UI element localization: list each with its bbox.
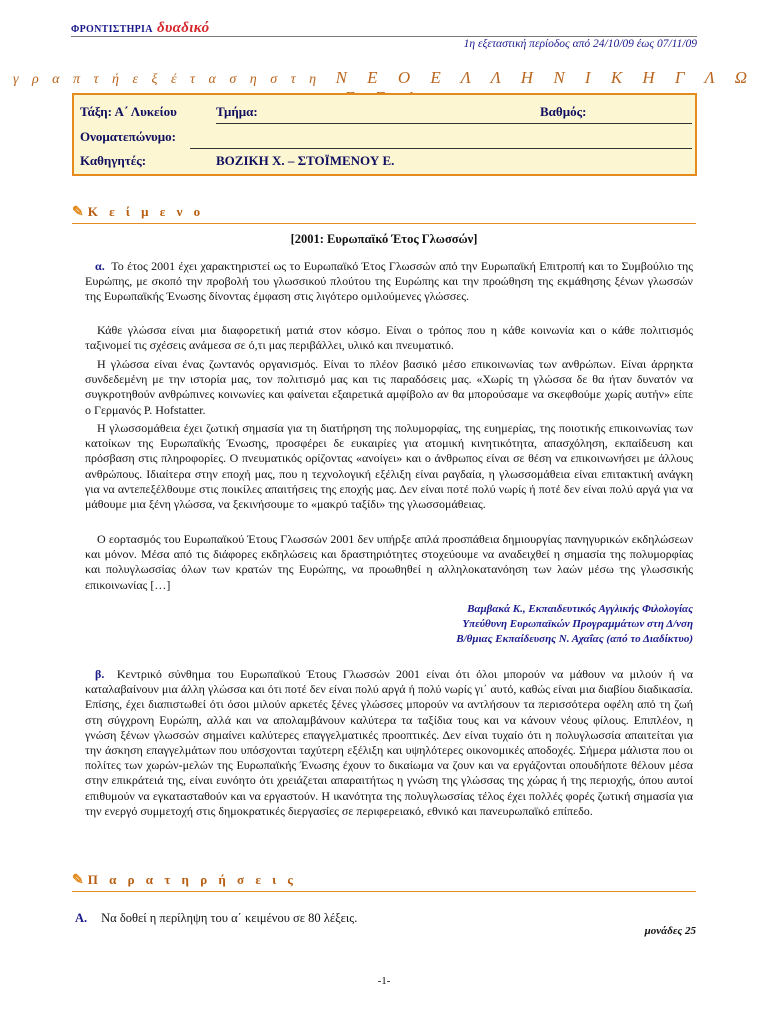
question-a-units: μονάδες 25 bbox=[644, 925, 696, 937]
remarks-section-heading bbox=[72, 872, 297, 889]
section-line bbox=[216, 123, 692, 124]
paragraph-b-text: Κεντρικό σύνθημα του Ευρωπαϊκού Έτους Γλωσσών 2001 είναι ότι όλοι μπορούν να μάθουν να μιλούν ή να καταλαβαίνουν μια άλλη γλώσσα και ότι ποτέ δεν είναι πολύ αργά ή πολύ νωρίς γι΄ αυτό, καθώς είναι μια διαβίου διαδικασία. Επίσης, έχει διαπιστωθεί ότι όσοι μιλούν αρκετές ξένες γλώσσες μπορούν να αντλήσουν τα περισσότερα οφέλη από τη ζωή στη σύγχρονη Ευρώπη, αλλά και να απολαμβάνουν καλύτερα τα ταξίδια τους και να κάνουν νέους φίλους. Επιπλέον, η γνώση ξένων γλωσσών σημαίνει καλύτερες επαγγελματικές προοπτικές. Δεν είναι τυχαίο ότι η πολυγλωσσία απαιτείται για την άσκηση επαγγελμάτων που υπόσχονται ταχύτερη εξέλιξη και υψηλότερες οικονομικές αποδοχές. Σήμερα μάλιστα που οι πολίτες των χωρών-μελών της Ευρωπαϊκής Ένωσης έχουν το δικαίωμα να ζουν και να εργάζονται οπουδήποτε θέλουν μέσα στην επικράτειά της, είναι ευνόητο ότι χρειάζεται απαραιτήτως η γνώση της γλώσσας της χώρας ή της περιοχής, όπου αυτοί επιθυμούν να εγκατασταθούν και να εργαστούν. Η ικανότητα της πολυγλωσσίας τέλος έχει πολλές φορές ζωτική σημασία για την ενεργό συμμετοχή στις δημοκρατικές διεργασίες σε περιφερειακό, εθνικό και πανευρωπαϊκό επίπεδο. bbox=[85, 667, 693, 818]
signature-line-1: Βαμβακά Κ., Εκπαιδευτικός Αγγλικής Φιλολογίας bbox=[467, 603, 693, 615]
signature-line-3: Β/θμιας Εκπαίδευσης Ν. Αχαΐας (από το Διαδίκτυο) bbox=[456, 633, 693, 645]
question-a-label: Α. bbox=[75, 911, 88, 925]
paragraph-a1 bbox=[85, 259, 693, 305]
signature-line-2: Υπεύθυνη Ευρωπαϊκών Προγραμμάτων στη Δ/νση bbox=[462, 618, 693, 630]
paragraph-b-marker: β. bbox=[95, 667, 105, 681]
brand-small-text: ΦΡΟΝΤΙΣΤΗΡΙΑ bbox=[71, 24, 153, 35]
pencil-icon: ✎ bbox=[72, 205, 84, 220]
text-section-rule bbox=[72, 223, 696, 224]
page-number: -1- bbox=[377, 975, 391, 987]
exam-title-prefix: γ ρ α π τ ή ε ξ έ τ α σ η σ τ η bbox=[12, 72, 322, 87]
brand-big-text: δυαδικό bbox=[157, 20, 210, 36]
name-line bbox=[190, 148, 692, 149]
pencil-icon: ✎ bbox=[72, 873, 84, 888]
name-label: Ονοματεπώνυμο: bbox=[80, 129, 176, 144]
question-a bbox=[75, 911, 357, 926]
signature-block bbox=[456, 602, 693, 647]
text-section-label: Κ ε ί μ ε ν ο bbox=[87, 204, 205, 219]
paragraph-b bbox=[85, 667, 693, 819]
paragraph-a4: Η γλωσσομάθεια έχει ζωτική σημασία για τη διατήρηση της πολυμορφίας, της ευημερίας, της ποιοτικής επικοινωνίας των κατοίκων της Ευρωπαϊκής Ένωσης, προσφέρει δε ευκαιρίες για ατομική κινητικότητα, απασχόληση, εκπαίδευση και πρόσβαση στις πληροφορίες. Ο πνευματικός ορίζοντας «ανοίγει» και ο άνθρωπος είναι σε θέση να επικοινωνήσει με άλλους ανθρώπους. Ιδιαίτερα στην εποχή μας, που η τεχνολογική εξέλιξη είναι ραγδαία, η γλωσσομάθεια είναι επιτακτική ανάγκη για να αντεπεξέλθουμε στις ποικίλες απαιτήσεις της εποχής μας. Δεν είναι ποτέ πολύ νωρίς ή ποτέ δεν είναι πολύ αργά για να μάθουμε μια ξένη γλώσσα, να ξεκινήσουμε το «μακρύ ταξίδι» της γλωσσομάθειας. bbox=[85, 421, 693, 512]
section-label: Τμήμα: bbox=[216, 104, 258, 119]
paragraph-a5: Ο εορτασμός του Ευρωπαϊκού Έτους Γλωσσών 2001 δεν υπήρξε απλά προσπάθεια δημιουργίας πανηγυρικών εκδηλώσεων και μόνον. Μέσα από τις διάφορες εκδηλώσεις και δραστηριότητες στοχεύουμε να αναδειχθεί η σημασία της πολυμορφίας και πολυγλωσσίας όλων των κρατών της Ευρώπης, να προωθηθεί η αλληλοκατανόηση των λαών μέσω της γλωσσικής επικοινωνίας […] bbox=[85, 532, 693, 592]
paragraph-a3: Η γλώσσα είναι ένας ζωντανός οργανισμός. Είναι το πλέον βασικό μέσο επικοινωνίας των ανθρώπων. Είναι άρρηκτα συνδεδεμένη με την ιστορία μας, τον πολιτισμό μας και τις παραδόσεις μας. «Χωρίς τη γλώσσα δε θα ήταν δυνατόν να συγκροτηθούν ανθρώπινες κοινωνίες και φαίνεται εξαιρετικά αμφίβολο αν θα μπορούσαμε να σκεφθούμε χωρίς αυτήν» είπε ο Γερμανός P. Hofstatter. bbox=[85, 357, 693, 417]
paragraph-a2: Κάθε γλώσσα είναι μια διαφορετική ματιά στον κόσμο. Είναι ο τρόπος που η κάθε κοινωνία και ο κάθε πολιτισμός ταξινομεί τις σχέσεις ανάμεσα σε ό,τι μας περιβάλλει, υλικό και πνευματικό. bbox=[85, 323, 693, 353]
class-label: Τάξη: Α΄ Λυκείου bbox=[80, 104, 177, 119]
teachers-value: ΒΟΖΙΚΗ Χ. – ΣΤΟΪΜΕΝΟΥ Ε. bbox=[216, 153, 395, 168]
text-title: [2001: Ευρωπαϊκό Έτος Γλωσσών] bbox=[290, 232, 478, 246]
paragraph-a1-text: Το έτος 2001 έχει χαρακτηριστεί ως το Ευρωπαϊκό Έτος Γλωσσών από την Ευρωπαϊκή Επιτροπή και το Συμβούλιο της Ευρώπης, με σκοπό την προβολή του γλωσσικού πλούτου της Ευρώπης και την προώθηση της εκμάθησης ξένων γλωσσών της Ευρωπαϊκής Ένωσης δίνοντας έμφαση στις λιγότερο ομιλούμενες γλώσσες. bbox=[85, 259, 693, 304]
remarks-section-rule bbox=[72, 891, 696, 892]
paragraph-a-marker: α. bbox=[95, 259, 105, 273]
grade-label: Βαθμός: bbox=[540, 104, 587, 119]
exam-period: 1η εξεταστική περίοδος από 24/10/09 έως 07/11/09 bbox=[463, 38, 697, 50]
brand-logo bbox=[71, 20, 209, 37]
exam-subject: Ν Ε Ο Ε Λ Λ Η Ν Ι Κ Η Γ Λ Ω bbox=[335, 68, 756, 87]
student-info-box bbox=[72, 93, 697, 176]
remarks-section-label: Π α ρ α τ η ρ ή σ ε ι ς bbox=[87, 872, 297, 887]
question-a-text: Να δοθεί η περίληψη του α΄ κειμένου σε 80 λέξεις. bbox=[101, 911, 358, 925]
header-rule bbox=[71, 36, 697, 37]
text-section-heading bbox=[72, 204, 204, 221]
teachers-label: Καθηγητές: bbox=[80, 153, 147, 168]
